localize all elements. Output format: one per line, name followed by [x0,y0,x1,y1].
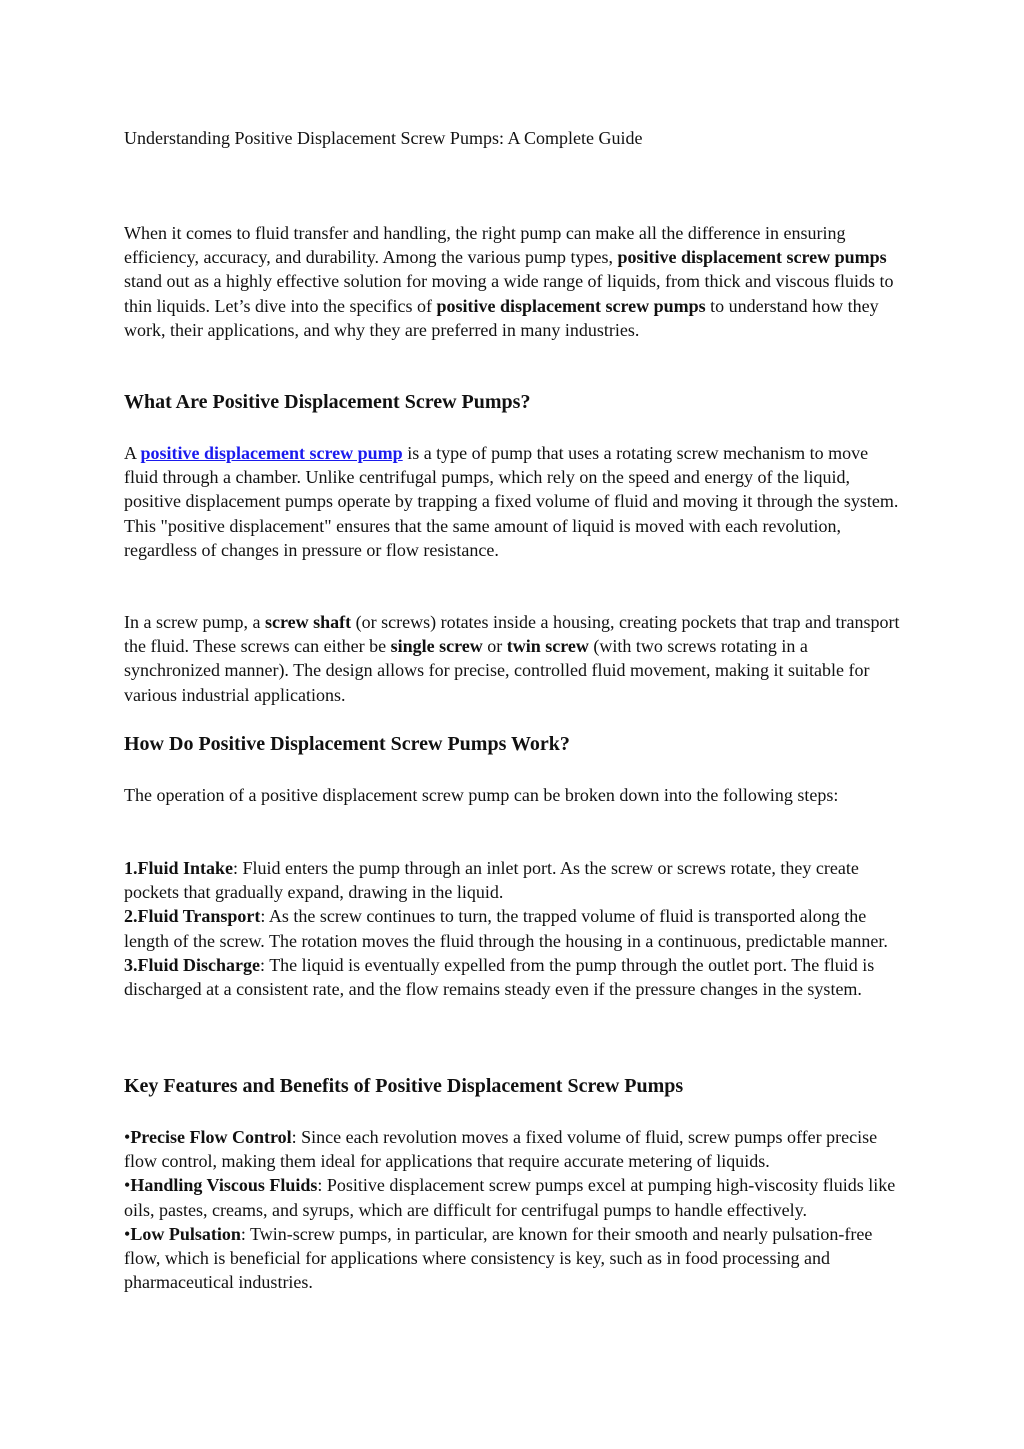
feature-label: Handling Viscous Fluids [130,1175,318,1196]
steps-list [124,856,904,1001]
how-intro-paragraph: The operation of a positive displacement screw pump can be broken down into the following steps: [124,785,839,805]
feature-text: : Positive displacement screw pumps excel at pumping high-viscosity fluids like oils, pastes, creams, and syrups, which are difficult for centrifugal pumps to handle effectively. [124,1175,896,1220]
step-label: 2.Fluid Transport [124,906,261,927]
what-p2-text-2: (or screws) rotates inside a housing, creating pockets that trap and transport the fluid. These screws can either be [124,612,900,657]
what-p2-bold-3: twin screw [506,636,589,657]
intro-text-1: When it comes to fluid transfer and handling, the right pump can make all the difference in ensuring efficiency, accuracy, and durability. Among the various pump types, [124,223,846,268]
step-text: : As the screw continues to turn, the trapped volume of fluid is transported along the length of the screw. The rotation moves the fluid through the housing in a continuous, predictable manner. [124,906,888,951]
bullet-marker: • [124,1223,131,1244]
what-paragraph-1 [124,441,904,562]
screw-pump-link[interactable]: positive displacement screw pump [140,443,403,463]
intro-bold-1: positive displacement screw pumps [617,247,887,268]
intro-text-2: stand out as a highly effective solution for moving a wide range of liquids, from thick and viscous fluids to thin liquids. Let’s dive into the specifics of [124,271,894,316]
step-label: 1.Fluid Intake [124,858,234,878]
feature-text: : Since each revolution moves a fixed volume of fluid, screw pumps offer precise flow control, making them ideal for applications that require accurate metering of liquids. [124,1127,878,1172]
list-item [124,1173,904,1221]
bullet-marker: • [124,1127,131,1147]
feature-label: Low Pulsation [130,1223,241,1244]
what-p1-text-2: is a type of pump that uses a rotating screw mechanism to move fluid through a chamber. Unlike centrifugal pumps, which rely on the speed and energy of the liquid, positive displacement pumps operate by trapping a fixed volume of fluid and moving it through the system. This "positive displacement" ensures that the same amount of liquid is moved with each revolution, regardless of changes in pressure or flow resistance. [124,443,899,560]
section-heading-how: How Do Positive Displacement Screw Pumps Work? [124,733,570,755]
list-item [124,1125,904,1173]
what-p2-bold-1: screw shaft [264,612,352,632]
what-p1-text-1: A [124,443,141,463]
what-p2-text-1: In a screw pump, a [124,612,265,632]
intro-bold-2: positive displacement screw pumps [436,295,706,316]
step-text: : The liquid is eventually expelled from the pump through the outlet port. The fluid is discharged at a consistent rate, and the flow remains steady even if the pressure changes in the system. [124,954,875,1000]
step-text: : Fluid enters the pump through an inlet port. As the screw or screws rotate, they create pockets that gradually expand, drawing in the liquid. [124,858,859,903]
feature-text: : Twin-screw pumps, in particular, are known for their smooth and nearly pulsation-free flow, which is beneficial for applications where consistency is key, such as in food processing and pharmaceutical industries. [124,1223,873,1293]
list-item [124,904,904,952]
section-heading-features: Key Features and Benefits of Positive Displacement Screw Pumps [124,1075,684,1097]
section-heading-what: What Are Positive Displacement Screw Pumps? [124,391,531,413]
what-p2-text-3: or [482,636,507,657]
intro-paragraph [124,221,904,342]
list-item [124,1222,904,1295]
what-paragraph-2 [124,610,904,707]
bullet-marker: • [124,1175,131,1196]
features-list [124,1125,904,1294]
what-p2-bold-2: single screw [390,636,483,657]
list-item [124,856,904,904]
document-title: Understanding Positive Displacement Screw Pumps: A Complete Guide [124,128,643,148]
what-p2-text-4: (with two screws rotating in a synchronized manner). The design allows for precise, controlled fluid movement, making it suitable for various industrial applications. [124,636,870,705]
intro-text-3: to understand how they work, their applications, and why they are preferred in many industries. [124,295,879,340]
list-item [124,953,904,1001]
feature-label: Precise Flow Control [130,1127,292,1147]
step-label: 3.Fluid Discharge [124,954,261,975]
